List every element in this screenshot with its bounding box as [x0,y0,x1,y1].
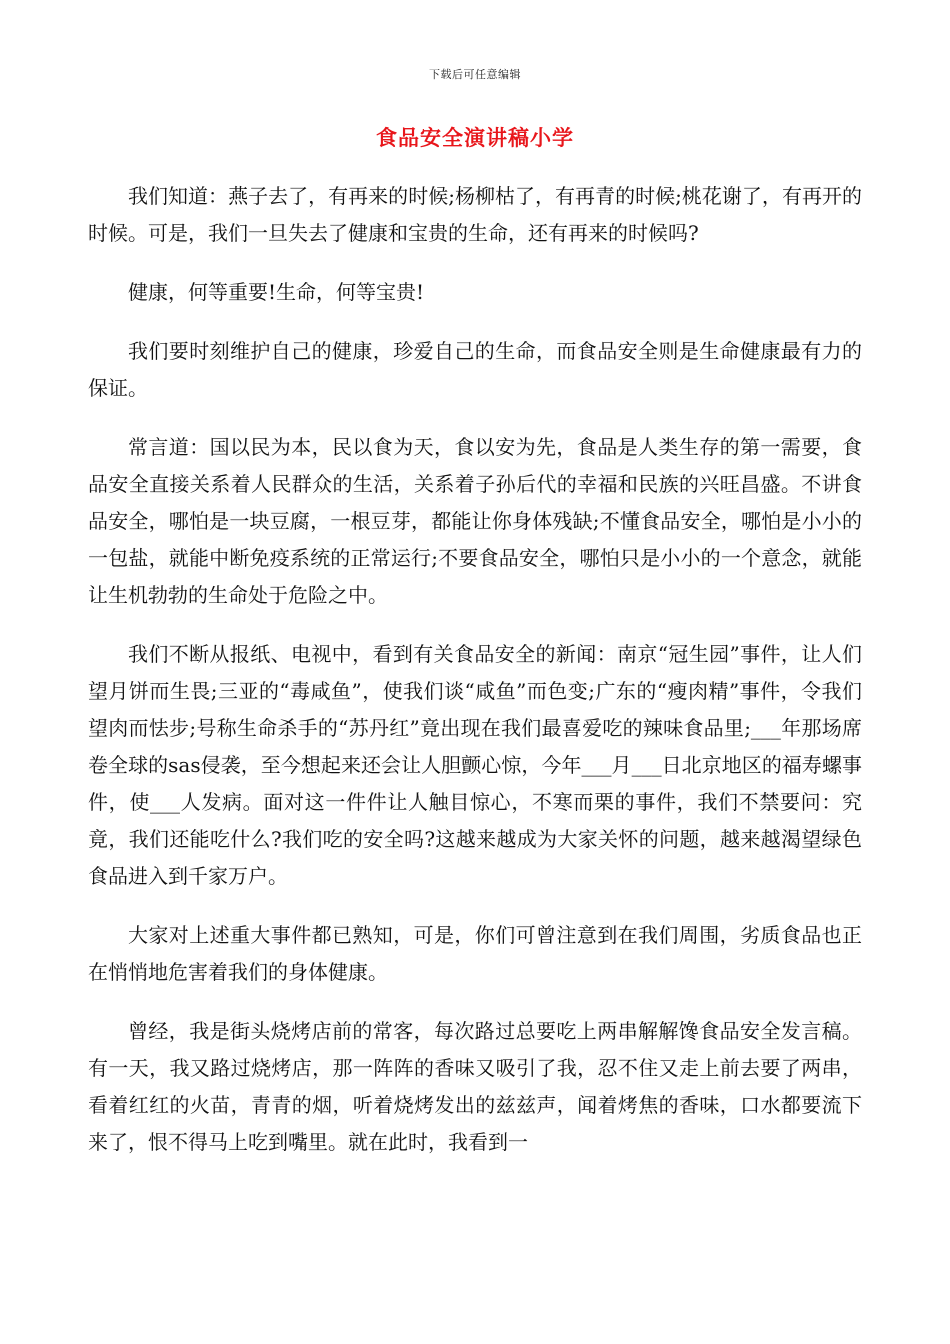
paragraph: 大家对上述重大事件都已熟知，可是，你们可曾注意到在我们周围，劣质食品也正在悄悄地危害着我们的身体健康。 [88,923,862,984]
paragraph: 我们要时刻维护自己的健康，珍爱自己的生命，而食品安全则是生命健康最有力的保证。 [88,339,862,400]
document-title: 食品安全演讲稿小学 [376,125,574,150]
header-note: 下载后可任意编辑 [429,68,521,81]
paragraph: 常言道：国以民为本，民以食为天，食以安为先，食品是人类生存的第一需要，食品安全直接关系着人民群众的生活，关系着子孙后代的幸福和民族的兴旺昌盛。不讲食品安全，哪怕是一块豆腐，一根豆芽，都能让你身体残缺;不懂食品安全，哪怕是小小的一包盐，就能中断免疫系统的正常运行;不要食品安全，哪怕只是小小的一个意念，就能让生机勃勃的生命处于危险之中。 [88,435,862,607]
document-body [88,178,862,1183]
paragraph: 我们不断从报纸、电视中，看到有关食品安全的新闻：南京“冠生园”事件，让人们望月饼而生畏;三亚的“毒咸鱼”，使我们谈“咸鱼”而色变;广东的“瘦肉精”事件，令我们望肉而怯步;号称生命杀手的“苏丹红”竟出现在我们最喜爱吃的辣味食品里;___年那场席卷全球的sas侵袭，至今想起来还会让人胆颤心惊，今年___月___日北京地区的福寿螺事件，使___人发病。面对这一件件让人触目惊心，不寒而栗的事件，我们不禁要问：究竟，我们还能吃什么?我们吃的安全吗?这越来越成为大家关怀的问题，越来越渴望绿色食品进入到千家万户。 [88,642,862,888]
paragraph: 我们知道：燕子去了，有再来的时候;杨柳枯了，有再青的时候;桃花谢了，有再开的时候。可是，我们一旦失去了健康和宝贵的生命，还有再来的时候吗? [88,184,862,245]
paragraph: 曾经，我是街头烧烤店前的常客，每次路过总要吃上两串解解馋食品安全发言稿。有一天，我又路过烧烤店，那一阵阵的香味又吸引了我，忍不住又走上前去要了两串，看着红红的火苗，青青的烟，听着烧烤发出的兹兹声，闻着烤焦的香味，口水都要流下来了，恨不得马上吃到嘴里。就在此时，我看到一 [88,1019,862,1154]
paragraph: 健康，何等重要!生命，何等宝贵! [128,280,425,304]
